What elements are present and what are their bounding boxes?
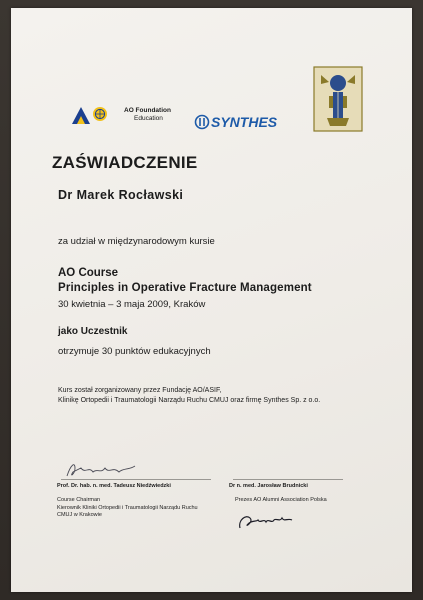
ao-foundation-text xyxy=(124,107,171,123)
president-signature-line xyxy=(233,479,343,480)
synthes-wordmark: SYNTHES xyxy=(211,114,278,130)
chairman-position: Kierownik Kliniki Ortopedii i Traumatologii Narządu Ruchu xyxy=(57,504,198,511)
course-label: AO Course xyxy=(58,267,119,279)
chairman-signature-line xyxy=(61,479,211,480)
ao-foundation-logo xyxy=(68,102,114,126)
ao-foundation-subtitle: Education xyxy=(134,115,163,122)
organizer-note xyxy=(58,386,320,405)
chairman-signature xyxy=(63,458,143,480)
organizer-line-1: Kurs został zorganizowany przez Fundację AO/ASIF, xyxy=(58,387,222,394)
president-signature xyxy=(236,508,296,532)
education-points: otrzymuje 30 punktów edukacyjnych xyxy=(58,346,211,357)
chairman-description xyxy=(57,497,198,520)
president-role: Prezes AO Alumni Association Polska xyxy=(235,497,327,503)
participant-role: jako Uczestnik xyxy=(58,326,128,337)
president-name: Dr n. med. Jarosław Brudnicki xyxy=(229,483,308,489)
course-title: Principles in Operative Fracture Management xyxy=(58,282,312,294)
chairman-institution: CMUJ w Krakowie xyxy=(57,512,102,518)
certificate-paper xyxy=(11,8,412,592)
cmuj-crest-logo xyxy=(313,66,363,132)
participation-text: za udział w międzynarodowym kursie xyxy=(58,236,215,247)
ao-foundation-name: AO Foundation xyxy=(124,107,171,114)
certificate-title: ZAŚWIADCZENIE xyxy=(52,153,198,172)
chairman-role: Course Chairman xyxy=(57,497,101,503)
course-dates: 30 kwietnia – 3 maja 2009, Kraków xyxy=(58,299,206,310)
chairman-name: Prof. Dr. hab. n. med. Tadeusz Niedźwiedzki xyxy=(57,483,171,489)
synthes-logo xyxy=(194,113,309,131)
recipient-name: Dr Marek Rocławski xyxy=(58,188,184,202)
organizer-line-2: Klinikę Ortopedii i Traumatologii Narządu Ruchu CMUJ oraz firmę Synthes Sp. z o.o. xyxy=(58,396,321,404)
